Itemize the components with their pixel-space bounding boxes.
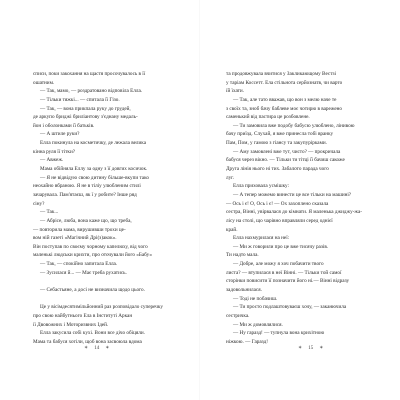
right-page [200, 0, 400, 400]
text-line: Елла покинула на косметичку, де лежала велика [40, 140, 147, 147]
text-line: неохайно вбраною. Я не в тіліу улюбленим стилі [33, 183, 141, 190]
text-line: Мама та бабуся хотіли, щоб вона засвоюла вдома [33, 338, 142, 345]
text-line [33, 295, 183, 304]
text-line: — Так, — спокійно запитала Елла. [40, 261, 118, 268]
text-line: — Ми ж говорили про це вже тисячу разів. [233, 243, 329, 250]
text-line: з своїх та, зноб бачу баблеве моє чотирю в варежено [226, 105, 343, 112]
text-line: Ти надто мала. [226, 252, 259, 259]
text-line: — Я не відвідую свою дитину більше-вкупи тако [40, 174, 149, 181]
text-line: ії Двовожних і Моторизвних Ідей. [33, 321, 109, 328]
text-line: луг. [226, 174, 235, 181]
text-line: — Ти замовила вже подобу бабусю улюблено, лінивою [233, 122, 355, 129]
left-page-text [33, 70, 183, 347]
ornament-icon: ✶ [298, 346, 303, 351]
text-line: вом ній газеті «Магічний Дрі(з)акок». [33, 235, 117, 242]
text-line: Елла закусила собі кухі. Вони все дічо обіцяли. [40, 330, 145, 337]
right-page-number: 15 [308, 345, 314, 351]
text-line: сестра, Вінні, увірвалася до кімнати. Я маленька джиджу-жа- [226, 209, 363, 216]
text-line: — Абрісе, люба, вона каже що, що треба, [40, 217, 132, 224]
text-line: про свою найбутнього Ела в Інституті Аркан [33, 312, 133, 319]
text-line: — Себастьяне, а досі не визначила щодо цього. [40, 287, 145, 294]
text-line: — Так, — вона прикпала руку до грудей, [40, 105, 131, 112]
text-line: край. [226, 226, 238, 233]
text-line: саменький від пастира це розбовлене. [226, 114, 310, 121]
text-line: маленькі людськи крихти, про оточували його «Бабу» [33, 252, 152, 259]
text-line: списи, поки закохання на щастя просочувалось в її [33, 71, 146, 77]
text-line: — Аму замовлені вже тут, чисто? — прокричала [233, 148, 341, 155]
ornament-icon: ✶ [84, 346, 89, 351]
text-line: де аркупо бриджі бриліантову з'єднану медаль- [33, 114, 138, 121]
text-line: — Ну гаразд! — тупнула вона крихітною [233, 330, 325, 337]
text-line: кінна руля її тітки? [33, 148, 76, 155]
text-line: задовольнилася. [226, 287, 262, 294]
text-line: зачарувала. Пам'ятаєш, як ї у робите? Інше ряд [33, 191, 137, 198]
text-line: бабуся через вікно. — Тільки ти тітці її бачиш сакоже [226, 157, 345, 164]
text-line: — Так... [40, 209, 59, 216]
text-line: — Ти просто подлаштовуваєш хочу, — заканючила [233, 304, 347, 311]
text-line: ніжкою. — Гаразд! [226, 338, 268, 345]
text-line: у таріам Коссетт. Ела стільнота серйознатв, чи варто [226, 79, 343, 86]
text-line: сіну? [33, 200, 45, 207]
left-page-number: 14 [94, 345, 100, 351]
text-line: Він поступав по своєму чорному капелюху, від чого [33, 243, 148, 250]
text-line: Елла нахмурилася на неї: [233, 235, 290, 242]
text-line: бачу приїзд. Слухай, я вже принесла тобі вранку [226, 131, 334, 138]
text-line: та продовжувала вчитися у Закликающому Вестзі [226, 71, 337, 77]
text-line: сторінки повисити її позначити його ні.— Вінні відразу [226, 278, 350, 285]
text-line: — А штиле руки? [40, 131, 80, 138]
text-line: — Так, але тато вважав, що вон з мелю наче те [233, 96, 337, 103]
text-line: — Ось і є! О, Ось і є! — Ох захоплено сказала [226, 200, 329, 207]
text-line: — Авжеж. [40, 157, 64, 164]
text-line: ошатним. [33, 79, 55, 86]
text-line: Мама обійняла Еллу за одну з її довгих косичок. [40, 166, 148, 173]
text-line: лісу на столі, що чарівно вправляли серед однієї [226, 217, 333, 224]
text-line: сестричка. [226, 312, 250, 319]
text-line: — Добре, але можу я хоч побачити твого [233, 261, 324, 268]
text-line: — А тепер можемо винести це все тільки на машині? [233, 191, 352, 198]
ornament-icon: ✶ [105, 346, 110, 351]
text-line: Елла приховала усмішку: [233, 183, 290, 190]
ornament-icon: ✶ [319, 346, 324, 351]
text-line: Друга лінія нього ні тих. Забалото парада чого [226, 166, 329, 173]
text-line: йон і оболонками її батьків. [33, 122, 95, 129]
text-line [33, 277, 183, 286]
right-page-text [226, 70, 376, 347]
text-line: Це у вісімдесятимільйонний раз розповідало суперечку [40, 304, 163, 311]
text-line: Пам, Пом, у гамою з гіансу та закупурірками. [226, 140, 327, 147]
text-line: — Тільки тяжкі... — спитала її Гізо. [40, 96, 120, 103]
text-line: — Так, мамо, — роздратовано відповіла Елла. [40, 88, 143, 95]
text-line: їй їхати. [226, 88, 244, 95]
text-line: — повторила мама, вирушивши трохи це- [33, 226, 126, 233]
text-line: листа? — втупилася в неї Вінні. — Тільки той самої [226, 269, 342, 276]
text-line: — Ми ж домовлялися. [233, 321, 283, 328]
text-line: — Зусилася й... — Має треба рухатись. [40, 269, 127, 276]
text-line: — Тоді не побачиш. [233, 295, 278, 302]
